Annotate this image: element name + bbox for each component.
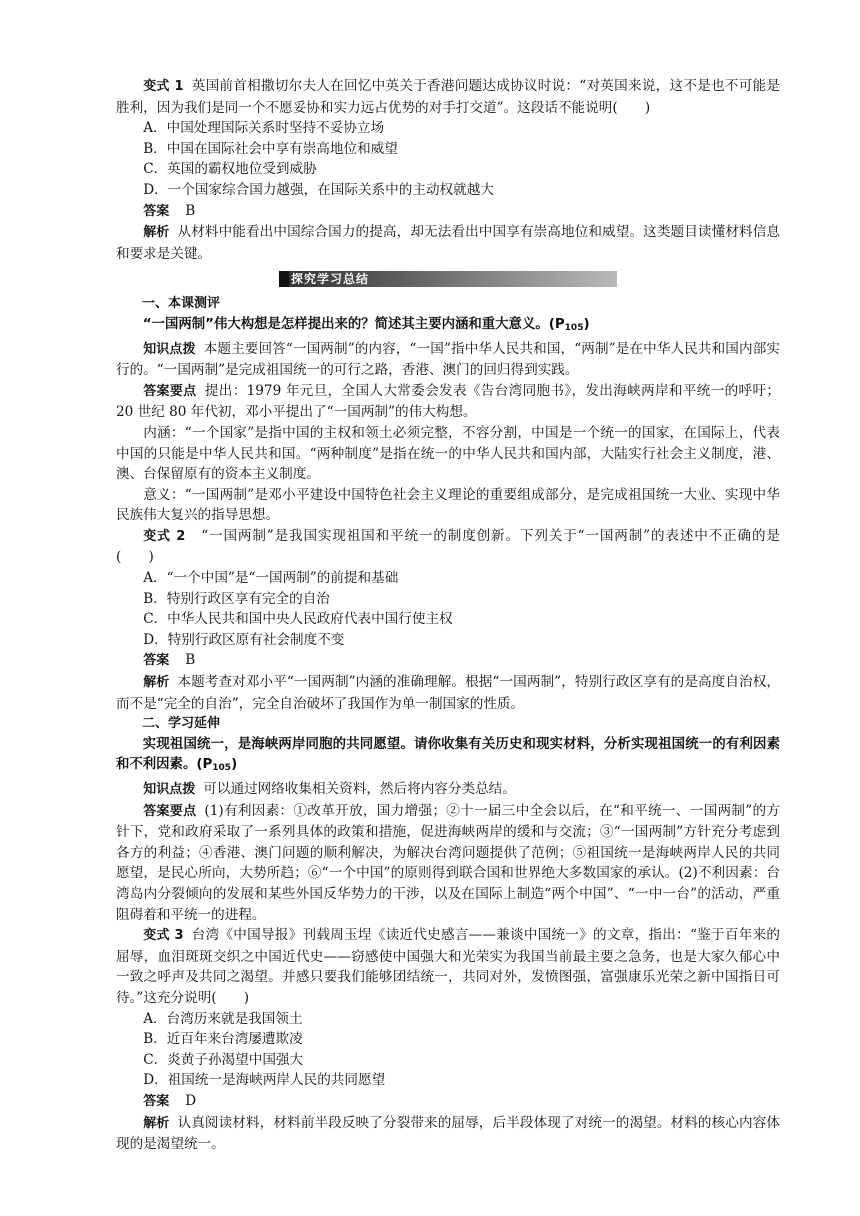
option-d: D．特别行政区原有社会制度不变 [143,631,345,648]
page-content [116,76,780,1155]
significance-paragraph: 意义：“一国两制”是邓小平建设中国特色社会主义理论的重要组成部分，是完成祖国统一大业、实现中华民族伟大复兴的指导思想。 [116,486,780,524]
tip-label: 知识点拨 [143,782,196,797]
answer-line [116,1091,780,1113]
option-c: C．炎黄子孙渴望中国强大 [143,1051,304,1068]
question-text: 英国前首相撒切尔夫人在回忆中英关于香港问题达成协议时说：“对英国来说，这不是也不可能是胜利，因为我们是同一个不愿妥协和实力远占优势的对手打交道”。这段话不能说明( ) [116,78,780,116]
banner-title: 探究学习总结 [291,272,370,287]
answer-label: 答案 [143,203,170,219]
option-a: A．“一个中国”是“一国两制”的前提和基础 [143,570,399,587]
key-label: 答案要点 [143,383,197,399]
page-ref: 105 [564,322,584,333]
option-b: B．近百年来台湾屡遭欺凌 [143,1031,303,1048]
key-text: (1)有利因素：①改革开放，国力增强；②十一届三中全会以后，在“和平统一、一国两制”的方针下，党和政府采取了一系列具体的政策和措施，促进海峡两岸的缓和与交流；③“一国两制”方针充分考虑到各方的利益；④香港、澳门问题的顺利解决，为解决台湾问题提供了范例；⑤祖国统一是海峡两岸人民的共同愿望，是民心所向，大势所趋；⑥“一个中国”的原则得到联合国和世界绝大多数国家的承认。(2)不利因素：台湾岛内分裂倾向的发展和某些外国反华势力的干涉，以及在国际上制造“两个中国”、“一中一台”的活动，严重阻碍着和平统一的进程。 [116,802,780,923]
variant-label: 变式 1 [143,79,184,94]
answer-key [116,381,780,423]
variant-label: 变式 3 [143,928,184,944]
question-text: 台湾《中国导报》刊载周玉埕《读近代史感言——兼谈中国统一》的文章，指出：“鉴于百年来的屈辱，血泪斑斑交织之中国近代史——窃感使中国强大和光荣实为我国当前最主要之急务，也是大家久郁心中一致之呼声及共同之渴望。并感只要我们能够团结统一，共同对外，发愤图强，富强康乐光荣之新中国指日可待。”这充分说明( ) [116,927,780,1006]
tip-label: 知识点拨 [143,341,196,357]
section-1-question [116,315,780,339]
variant-3-question [116,925,780,1008]
section-heading-1: 一、本课测评 [142,296,221,312]
answer-value: B [185,652,196,669]
page-ref-close: ) [231,757,238,773]
answer-value: D [185,1092,197,1109]
option-c: C．英国的霸权地位受到威胁 [143,161,317,178]
page-ref: 105 [212,763,232,774]
section-banner [279,271,617,287]
banner-block-icon [279,271,289,287]
variant-2-question [116,526,780,568]
option-a: A．台湾历来就是我国领土 [143,1010,303,1027]
analysis-text: 认真阅读材料，材料前半段反映了分裂带来的屈辱，后半段体现了对统一的渴望。材料的核心内容体现的是渴望统一。 [116,1114,780,1153]
section-banner-row [116,264,780,294]
question-text: “一国两制”伟大构想是怎样提出来的？简述其主要内涵和重大意义。(P [142,316,565,332]
analysis-paragraph [116,222,780,264]
analysis-label: 解析 [143,1115,170,1131]
option-a: A．中国处理国际关系时坚持不妥协立场 [143,120,385,137]
analysis-label: 解析 [143,225,170,241]
analysis-label: 解析 [143,675,170,691]
analysis-text: 从材料中能看出中国综合国力的提高，却无法看出中国享有崇高地位和威望。这类题目读懂材料信息和要求是关键。 [116,224,780,262]
variant-1-question [116,76,780,118]
answer-label: 答案 [143,653,170,669]
answer-line [116,650,780,672]
answer-label: 答案 [143,1093,170,1109]
section-heading-2: 二、学习延伸 [142,716,221,732]
analysis-text: 本题考查对邓小平“一国两制”内涵的准确理解。根据“一国两制”，特别行政区享有的是高度自治权，而不是“完全的自治”，完全自治破坏了我国作为单一制国家的性质。 [116,674,780,712]
option-c: C．中华人民共和国中央人民政府代表中国行使主权 [143,611,453,628]
connotation-paragraph: 内涵：“一个国家”是指中国的主权和领土必须完整，不容分割，中国是一个统一的国家，在国际上，代表中国的只能是中华人民共和国。“两种制度”是指在统一的中华人民共和国内部，大陆实行社会主义制度，港、澳、台保留原有的资本主义制度。 [116,424,780,483]
answer-line [116,201,780,223]
option-d: D．一个国家综合国力越强，在国际关系中的主动权就越大 [143,181,494,198]
question-text: “一国两制”是我国实现祖国和平统一的制度创新。下列关于“一国两制”的表述中不正确的是( ) [116,527,780,566]
page-ref-close: ) [583,316,590,332]
answer-value: B [185,202,196,219]
tip-text: 可以通过网络收集相关资料，然后将内容分类总结。 [203,781,516,797]
knowledge-tip [116,339,780,381]
question-text: 实现祖国统一，是海峡两岸同胞的共同愿望。请你收集有关历史和现实材料，分析实现祖国统一的有利因素和不利因素。(P [116,736,780,773]
analysis-paragraph [116,1113,780,1155]
tip-text: 本题主要回答“一国两制”的内容，“一国”指中华人民共和国，“两制”是在中华人民共和国内部实行的。“一国两制”是完成祖国统一的可行之路，香港、澳门的回归得到实践。 [116,340,780,379]
key-label: 答案要点 [143,803,197,819]
answer-key [116,801,780,926]
analysis-paragraph [116,672,780,714]
key-text: 提出：1979 年元旦，全国人大常委会发表《告台湾同胞书》，发出海峡两岸和平统一的呼吁；20 世纪 80 年代初，邓小平提出了“一国两制”的伟大构想。 [116,382,780,421]
knowledge-tip [116,779,780,801]
option-b: B．特别行政区享有完全的自治 [143,590,330,607]
option-d: D．祖国统一是海峡两岸人民的共同愿望 [143,1072,386,1089]
option-b: B．中国在国际社会中享有崇高地位和威望 [143,140,398,157]
variant-label: 变式 2 [143,528,186,544]
section-2-question [116,735,780,779]
